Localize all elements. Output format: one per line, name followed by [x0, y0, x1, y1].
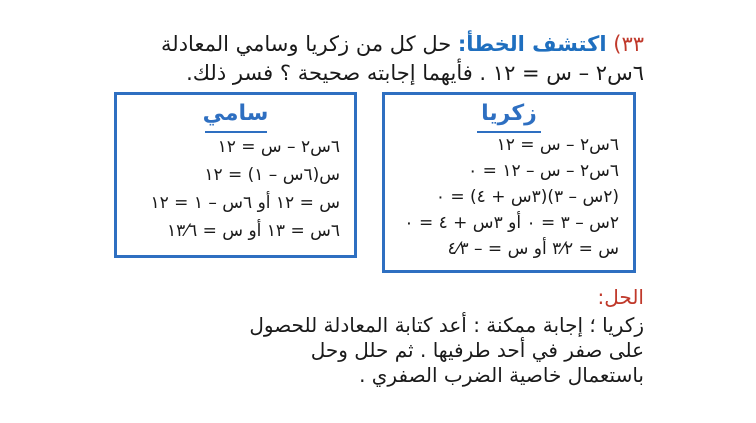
- zakariya-step-1: ٦س٢ – س = ١٢: [496, 135, 619, 155]
- zakariya-title-underline: [477, 131, 541, 133]
- solution-line-2: على صفر في أحد طرفيها . ثم حلل وحل: [310, 338, 644, 362]
- solution-text: [164, 313, 644, 388]
- zakariya-title: زكريا: [481, 101, 537, 126]
- sami-step-1: ٦س٢ – س = ١٢: [217, 137, 340, 157]
- problem-line-1: [84, 30, 644, 59]
- zakariya-step-4: ٢س – ٣ = ٠ أو ٣س + ٤ = ٠: [404, 213, 619, 233]
- solution-label: الحل:: [597, 285, 644, 309]
- problem-number: ٣٣): [613, 32, 644, 56]
- sami-step-3: س = ١٢ أو ٦س – ١ = ١٢: [150, 193, 340, 213]
- sami-step-4: ٦س = ١٣ أو س = ١٣⁄٦: [167, 221, 340, 241]
- zakariya-step-3: (٢س – ٣)(٣س + ٤) = ٠: [435, 187, 619, 207]
- zakariya-box: [382, 92, 636, 273]
- problem-statement: [84, 30, 644, 88]
- zakariya-step-5: س = ٣⁄٢ أو س = – ٤⁄٣: [447, 239, 619, 259]
- solution-line-1: زكريا ؛ إجابة ممكنة : أعد كتابة المعادلة للحصول: [249, 313, 644, 337]
- problem-line-2: ٦س٢ – س = ١٢ . فأيهما إجابته صحيحة ؟ فسر ذلك.: [186, 61, 644, 85]
- sami-box: [114, 92, 357, 258]
- sami-title: سامي: [202, 101, 269, 126]
- solution-line-3: باستعمال خاصية الضرب الصفري .: [359, 363, 644, 387]
- problem-text: حل كل من زكريا وسامي المعادلة: [161, 32, 452, 56]
- zakariya-step-2: ٦س٢ – س – ١٢ = ٠: [468, 161, 619, 181]
- sami-step-2: س(٦س – ١) = ١٢: [204, 165, 340, 185]
- problem-tag: اكتشف الخطأ:: [457, 32, 607, 56]
- sami-title-underline: [205, 131, 267, 133]
